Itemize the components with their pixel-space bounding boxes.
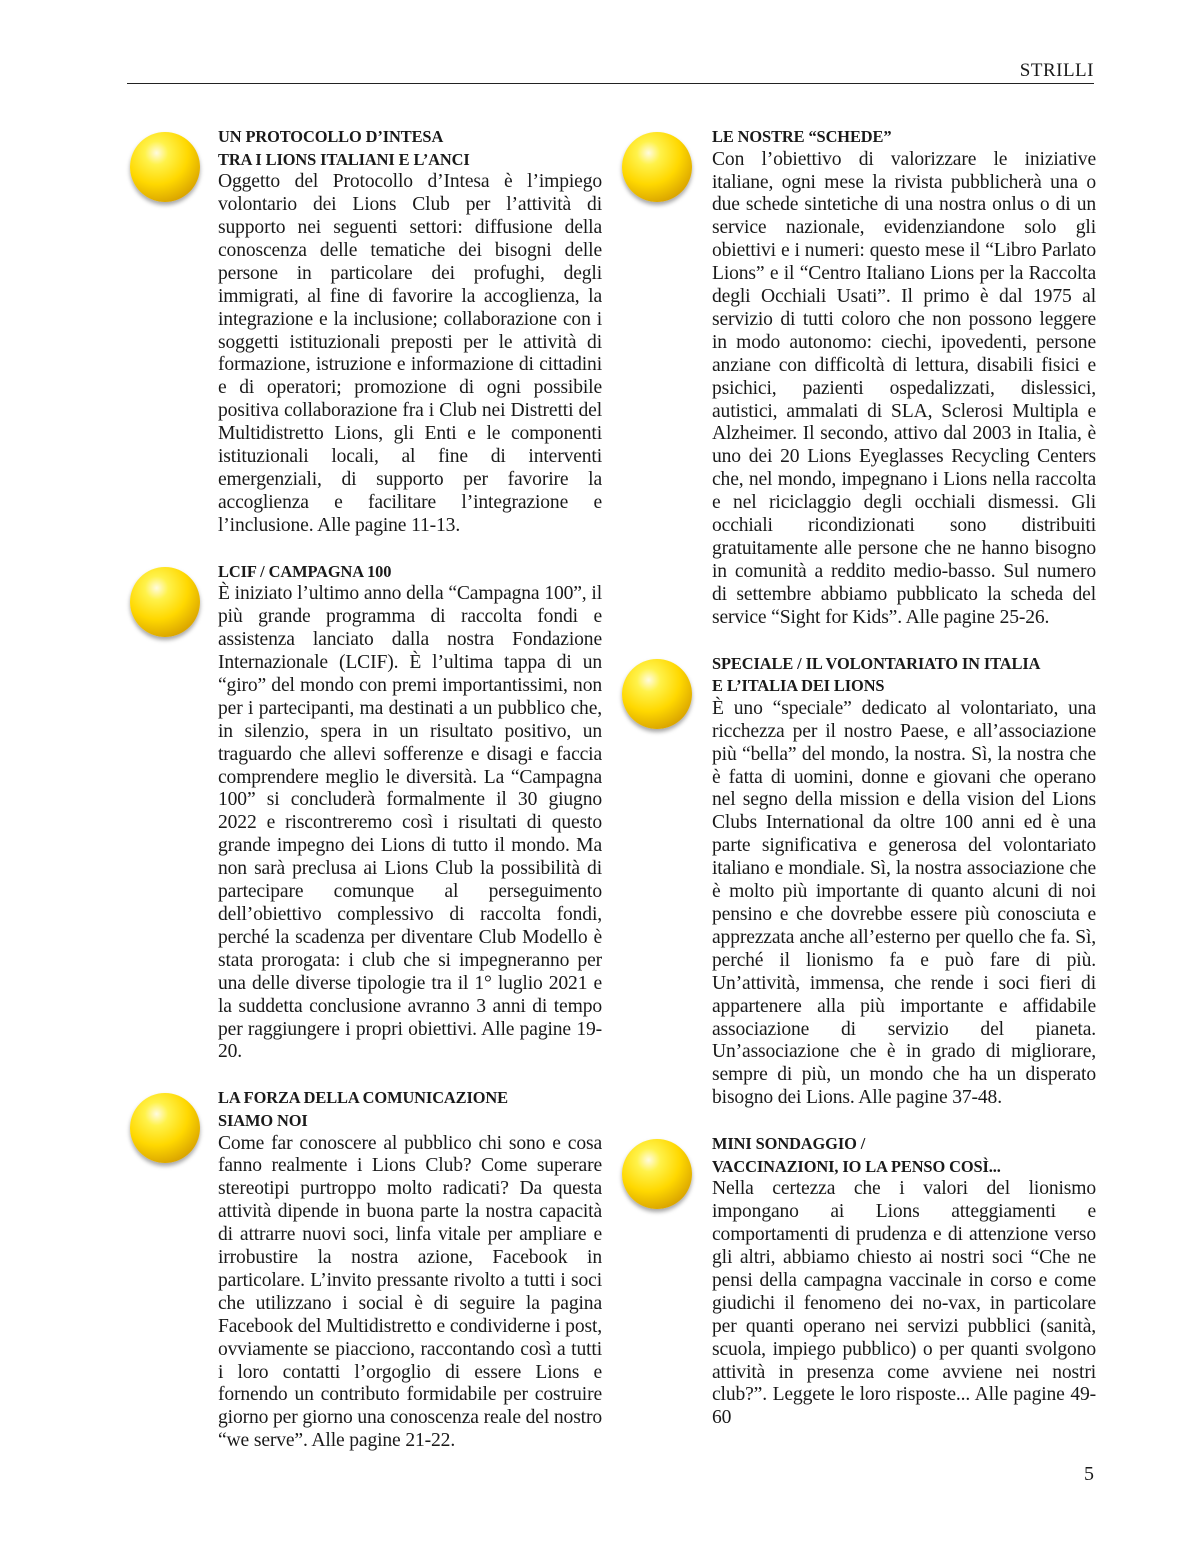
article-body: Con l’obiettivo di valorizzare le iniziative italiane, ogni mese la rivista pubblicherà una o due schede sintetiche di una nostra onlus o di un service nazionale, evidenziandone solo gli obiettivi e i numeri: questo mese il “Libro Parlato Lions” e il “Centro Italiano Lions per la Raccolta degli Occhiali Usati”. Il primo è dal 1975 al servizio di tutti coloro che non possono leggere in modo autonomo: ciechi, ipovedenti, persone anziane con difficoltà di lettura, disabili fisici e psichici, pazienti ospedalizzati, dislessici, autistici, ammalati di SLA, Sclerosi Multipla e Alzheimer. Il secondo, attivo dal 2003 in Italia, è uno dei 20 Lions Eyeglasses Recycling Centers che, nel mondo, impegnano i Lions nella raccolta e nel riciclaggio degli occhiali dismessi. Gli occhiali ricondizionati sono distribuiti gratuitamente alle persone che ne hanno bisogno in comunità a reddito medio-basso. Sul numero di settembre abbiamo pubblicato la scheda del service “Sight for Kids”. Alle pagine 25-26. [712, 148, 1096, 628]
article-title [218, 126, 602, 171]
article-title [218, 1087, 602, 1132]
article-comunicazione [128, 1087, 602, 1453]
yellow-ball-icon [622, 659, 692, 729]
title-line: LCIF / CAMPAGNA 100 [218, 561, 392, 581]
article-body: Come far conoscere al pubblico chi sono e cosa fanno realmente i Lions Club? Come superare stereotipi purtroppo molto radicati? Da questa attività dipende in buona parte la nostra capacità di attrarre nuovi soci, linfa vitale per ampliare e irrobustire la nostra azione, Facebook in particolare. L’invito pressante rivolto a tutti i soci che utilizzano i social è di seguire la pagina Facebook del Multidistretto e condividerne i post, ovviamente se piacciono, raccontando così a tutti i loro contatti l’orgoglio di essere Lions e fornendo un contributo formidabile per costruire giorno per giorno una conoscenza reale del nostro “we serve”. Alle pagine 21-22. [218, 1132, 602, 1452]
yellow-ball-icon [622, 132, 692, 202]
article-protocollo [128, 126, 602, 538]
article-body: È iniziato l’ultimo anno della “Campagna 100”, il più grande programma di raccolta fondi e assistenza lanciato dalla nostra Fondazione Internazionale (LCIF). È l’ultima tappa di un “giro” del mondo con premi importantissimi, non per i partecipanti, ma destinati a un pubblico che, in silenzio, spera in un risultato positivo, un traguardo che allevi sofferenze e disagi e faccia comprendere meglio le diversità. La “Campagna 100” si concluderà formalmente il 30 giugno 2022 e riscontreremo così i risultati di questo grande impegno dei Lions di tutto il mondo. Ma non sarà preclusa ai Lions Club la possibilità di partecipare comunque al perseguimento dell’obiettivo complessivo di raccolta fondi, perché la scadenza per diventare Club Modello è stata prorogata: i club che si impegneranno per una delle diverse tipologie tra il 1° luglio 2021 e la suddetta conclusione avranno 3 anni di tempo per raggiungere i propri obiettivi. Alle pagine 19-20. [218, 583, 602, 1063]
title-line: UN PROTOCOLLO D’INTESA [218, 127, 444, 146]
title-line: VACCINAZIONI, IO LA PENSO COSÌ... [712, 1156, 1001, 1176]
article-body: Nella certezza che i valori del lionismo impongano ai Lions atteggiamenti e comportamenti di prudenza e di attenzione verso gli altri, abbiamo chiesto ai nostri soci “Che ne pensi della campagna vaccinale in corso e come giudichi il fenomeno dei no-vax, in particolare per quanti operano nei servizi pubblici (sanità, scuola, impiego pubblico) o per quanti svolgono attività in presenza come avviene nei nostri club?”. Leggete le loro risposte... Alle pagine 49-60 [712, 1178, 1096, 1429]
title-line: TRA I LIONS ITALIANI E L’ANCI [218, 149, 470, 169]
title-line: LA FORZA DELLA COMUNICAZIONE [218, 1088, 508, 1108]
article-body: È uno “speciale” dedicato al volontariato, una ricchezza per il nostro Paese, e all’associazione più “bella” del mondo, la nostra. Sì, la nostra che è fatta di uomini, donne e giovani che operano nel segno della mission e della vision del Lions Clubs International da oltre 100 anni ed è una parte significativa e generosa del volontariato italiano e mondiale. Sì, la nostra associazione che è molto più importante di quanto alcuni di noi pensino e che dovrebbe essere più conosciuta e apprezzata anche all’esterno per quello che fa. Sì, perché il lionismo fa e può fare di più. Un’attività, immensa, che rende i soci fieri di appartenere alla più importante e affidabile associazione di servizio del pianeta. Un’associazione che è in grado di migliorare, sempre di più, un mondo che ha un disperato bisogno dei Lions. Alle pagine 37-48. [712, 697, 1096, 1109]
left-column [128, 126, 602, 1453]
article-speciale [620, 653, 1096, 1111]
title-line: E L’ITALIA DEI LIONS [712, 676, 885, 696]
page-number: 5 [1084, 1463, 1094, 1485]
article-title [218, 561, 602, 584]
article-title [712, 126, 1096, 149]
article-schede [620, 126, 1096, 630]
title-line: LE NOSTRE “SCHEDE” [712, 127, 892, 146]
article-title [712, 653, 1096, 698]
right-column [620, 126, 1096, 1430]
title-line: MINI SONDAGGIO / [712, 1134, 866, 1154]
header-rule [127, 83, 1094, 84]
running-head: STRILLI [1019, 60, 1094, 81]
article-sondaggio [620, 1133, 1096, 1430]
article-body: Oggetto del Protocollo d’Intesa è l’impiego volontario dei Lions Club per l’attività di supporto nei seguenti settori: diffusione della conoscenza delle tematiche dei bisogni delle persone in particolare dei profughi, degli immigrati, al fine di favorire la accoglienza, la integrazione e la inclusione; collaborazione con i soggetti istituzionali preposti per le attività di formazione, istruzione e informazione di cittadini e di operatori; promozione di ogni possibile positiva collaborazione fra i Club nei Distretti del Multidistretto Lions, gli Enti e le componenti istituzionali locali, al fine di interventi emergenziali, di supporto per favorire la accoglienza e facilitare l’integrazione e l’inclusione. Alle pagine 11-13. [218, 171, 602, 536]
article-lcif [128, 561, 602, 1065]
yellow-ball-icon [622, 1139, 692, 1209]
title-line: SPECIALE / IL VOLONTARIATO IN ITALIA [712, 653, 1041, 673]
yellow-ball-icon [130, 132, 200, 202]
yellow-ball-icon [130, 1093, 200, 1163]
yellow-ball-icon [130, 567, 200, 637]
article-title [712, 1133, 1096, 1178]
title-line: SIAMO NOI [218, 1110, 308, 1130]
